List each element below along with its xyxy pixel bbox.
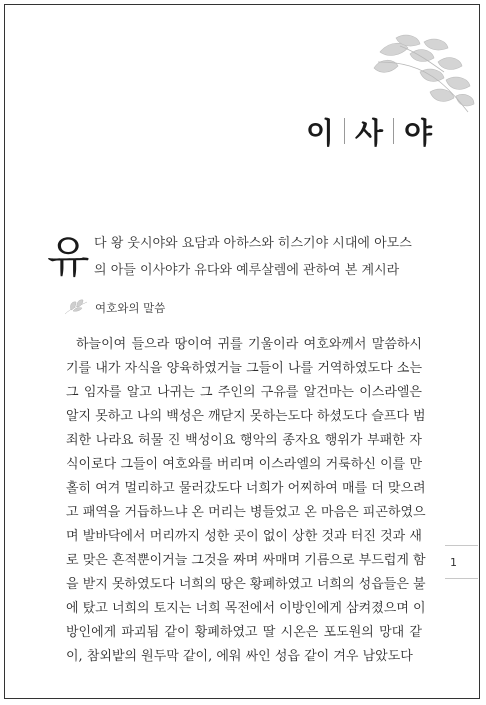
page-title <box>296 111 442 151</box>
page-number: 1 <box>450 556 457 569</box>
body-line: 며 발바닥에서 머리까지 성한 곳이 없이 상한 것과 터진 것과 새 <box>66 529 422 544</box>
leaf-sprig-icon <box>63 298 91 318</box>
body-line: 을 받지 못하였도다 너희의 땅은 황폐하였고 너희의 성읍들은 불 <box>66 577 426 592</box>
body-line: 죄한 나라요 허물 진 백성이요 행악의 종자요 행위가 부패한 자 <box>66 433 422 448</box>
body-line: 고 패역을 거듭하느냐 온 머리는 병들었고 온 마음은 피곤하였으 <box>66 505 426 520</box>
title-char: 이 <box>305 115 334 150</box>
body-line: 홀히 여겨 멀리하고 물러갔도다 너희가 어찌하여 매를 더 맞으려 <box>66 481 426 496</box>
intro-line: 의 아들 이사야가 유다와 예루살렘에 관하여 본 계시라 <box>94 263 400 278</box>
page-number-rule <box>445 578 478 579</box>
title-char: 야 <box>403 115 432 150</box>
intro-line: 다 왕 웃시야와 요담과 아하스와 히스기야 시대에 아모스 <box>94 236 412 251</box>
drop-cap: 유 <box>47 232 90 283</box>
body-line: 알지 못하고 나의 백성은 깨닫지 못하는도다 하셨도다 슬프다 범 <box>66 409 426 424</box>
body-line: 그 임자를 알고 나귀는 그 주인의 구유를 알건마는 이스라엘은 <box>66 385 422 400</box>
body-line: 이, 참외밭의 원두막 같이, 에워 싸인 성읍 같이 겨우 남았도다 <box>66 649 413 664</box>
section-heading: 여호와의 말씀 <box>95 301 166 315</box>
body-line: 식이로다 그들이 여호와를 버리며 이스라엘의 거룩하신 이를 만 <box>66 457 422 472</box>
body-line: 에 탔고 너희의 토지는 너희 목전에서 이방인에게 삼켜졌으며 이 <box>66 601 426 616</box>
title-char: 사 <box>354 115 383 150</box>
body-line: 방인에게 파괴됨 같이 황폐하였고 딸 시온은 포도원의 망대 같 <box>66 625 422 640</box>
page-number-rule <box>445 545 478 546</box>
body-line: 기를 내가 자식을 양육하였거늘 그들이 나를 거역하였도다 소는 <box>66 361 422 376</box>
body-line: 하늘이여 들으라 땅이여 귀를 기울이라 여호와께서 말씀하시 <box>76 337 422 352</box>
body-line: 로 맞은 흔적뿐이거늘 그것을 짜며 싸매며 기름으로 부드럽게 함 <box>66 553 426 568</box>
